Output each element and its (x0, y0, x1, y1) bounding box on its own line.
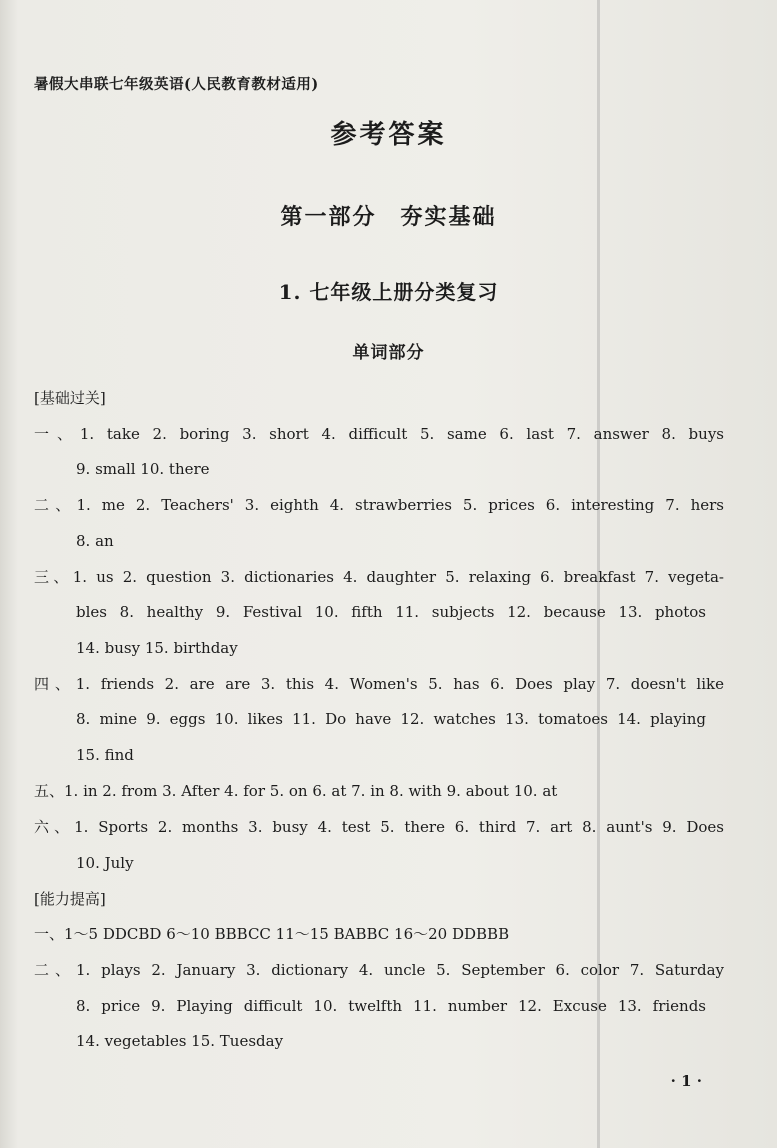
answer-line: 14. vegetables 15. Tuesday (76, 1032, 284, 1050)
answer-line: 8. an (76, 532, 114, 550)
chapter-title: 1. 七年级上册分类复习 (278, 280, 499, 304)
answer-line: 三、1. us 2. question 3. dictionaries 4. daughter 5. relaxing 6. breakfast 7. vegeta- (34, 568, 724, 586)
answer-line: 五、1. in 2. from 3. After 4. for 5. on 6. at 7. in 8. with 9. about 10. at (34, 782, 558, 800)
answer-line: 六、1. Sports 2. months 3. busy 4. test 5. there 6. third 7. art 8. aunt's 9. Does (34, 818, 724, 836)
answer-line: 8. mine 9. eggs 10. likes 11. Do have 12. watches 13. tomatoes 14. playing (76, 710, 706, 728)
answer-line: bles 8. healthy 9. Festival 10. fifth 11. subjects 12. because 13. photos (76, 603, 706, 621)
answer-line: 10. July (76, 854, 134, 872)
answer-line: 14. busy 15. birthday (76, 639, 238, 657)
answer-line: 一、1. take 2. boring 3. short 4. difficult 5. same 6. last 7. answer 8. buys (34, 425, 724, 443)
answer-line: 8. price 9. Playing difficult 10. twelfth 11. number 12. Excuse 13. friends (76, 997, 706, 1015)
answer-line: 15. find (76, 746, 134, 764)
page-title: 参考答案 (330, 120, 447, 150)
subsection-title: 单词部分 (352, 343, 425, 363)
answer-line: 二、1. plays 2. January 3. dictionary 4. uncle 5. September 6. color 7. Saturday (34, 961, 724, 979)
part-title: 第一部分 夯实基础 (280, 204, 497, 230)
answer-line: 一、1～5 DDCBD 6～10 BBBCC 11～15 BABBC 16～20 DDBBB (34, 925, 510, 943)
answer-line: 二、1. me 2. Teachers' 3. eighth 4. strawberries 5. prices 6. interesting 7. hers (34, 496, 724, 514)
page-number: · 1 · (670, 1072, 702, 1090)
answer-line: 四、1. friends 2. are are 3. this 4. Women's 5. has 6. Does play 7. doesn't like (34, 675, 724, 693)
section-advanced: [能力提高] (34, 890, 106, 908)
answer-line: 9. small 10. there (76, 460, 210, 478)
book-header: 暑假大串联七年级英语(人民教育教材适用) (34, 76, 319, 93)
section-basic: [基础过关] (34, 389, 106, 407)
